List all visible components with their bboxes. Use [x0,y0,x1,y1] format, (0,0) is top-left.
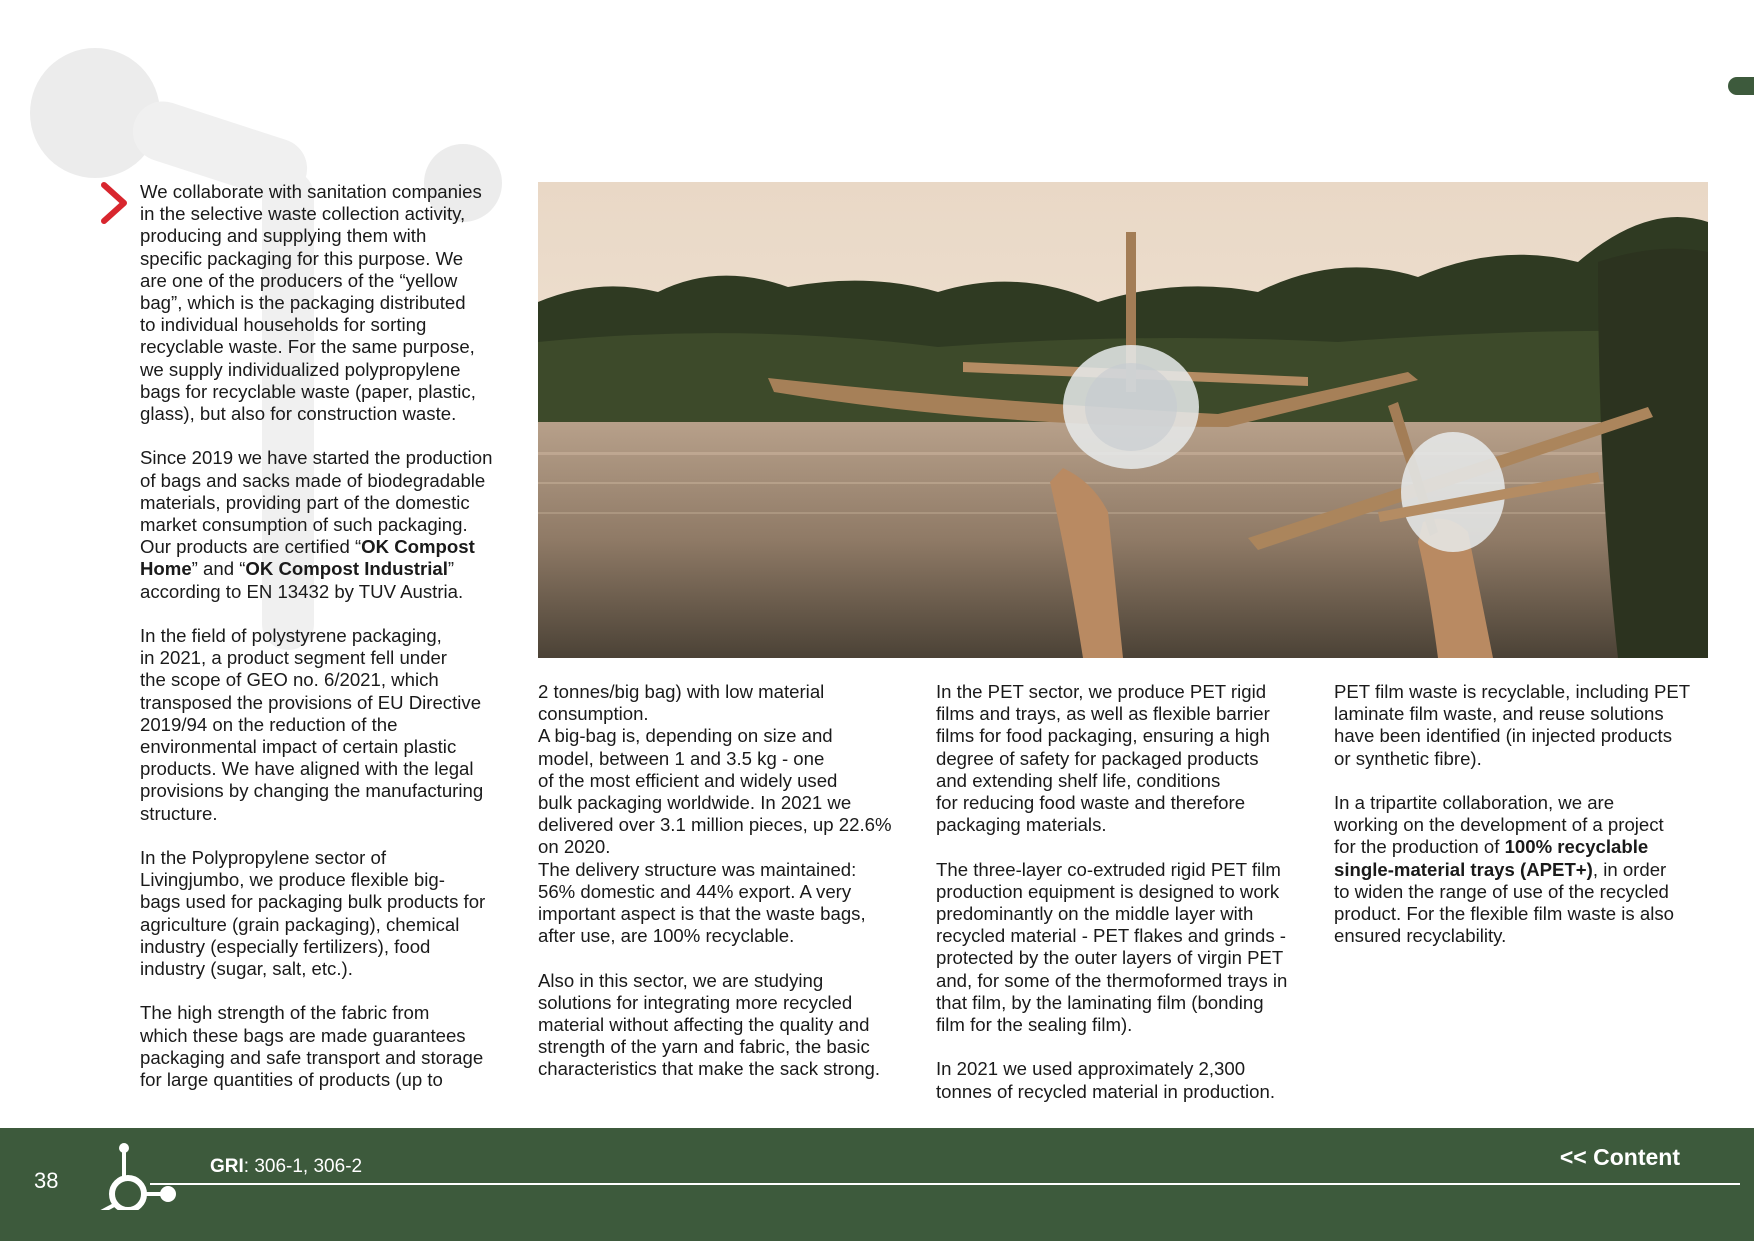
page-edge-tab [1728,77,1754,95]
paragraph: The high strength of the fabric from which these bags are made guarantees packaging and safe transport and storage for large quantities of products (up to [140,1002,484,1091]
text-run: , in order to widen the range of use of the recycled product. For the flexible film waste is also ensured recyclability. [1334,858,1674,947]
footer-bar [0,1128,1754,1241]
photo-cardboard-planes [538,182,1708,658]
text-run: ” according to EN 13432 by TUV Austria. [140,558,464,602]
paragraph: In 2021 we used approximately 2,300 tonnes of recycled material in production. [936,1058,1275,1102]
bold-run: OK Compost Home [140,536,475,580]
content-link[interactable]: << Content [1559,1144,1680,1170]
molecule-logo-icon [76,1138,186,1210]
gri-codes: : 306-1, 306-2 [243,1156,363,1177]
paragraph: In the field of polystyrene packaging, in 2021, a product segment fell under the scope of GEO no. 6/2021, which transposed the provisions of EU Directive 2019/94 on the reduction of the environmental impact of certain plastic products. We have aligned with the legal provisions by changing the manufacturing structure. [140,625,484,824]
footer-divider [150,1183,1740,1185]
gri-label: GRI [210,1156,244,1177]
text-column-1 [140,181,520,1113]
text-column-3 [936,681,1316,1125]
paragraph: We collaborate with sanitation companies in the selective waste collection activity, producing and supplying them with specific packaging for this purpose. We are one of the producers of the “yellow bag”, which is the packaging distributed to individual households for sorting recyclable waste. For the same purpose, we supply individualized polypropylene bags for recyclable waste (paper, plastic, glass), but also for construction waste. [140,181,482,425]
chevron-right-icon [96,181,134,225]
paragraph-certification [140,447,520,602]
text-run: ” and “ [191,558,246,580]
paragraph: A big-bag is, depending on size and model, between 1 and 3.5 kg - one of the most efficient and widely used bulk packaging worldwide. In 2021 we delivered over 3.1 million pieces, up 22.6% on 2020. [538,725,892,858]
paragraph: The delivery structure was maintained: 56% domestic and 44% export. A very important aspect is that the waste bags, after use, are 100% recyclable. [538,858,866,947]
paragraph: PET film waste is recyclable, including PET laminate film waste, and reuse solutions have been identified (in injected products or synthetic fibre). [1334,681,1691,769]
text-run: Since 2019 we have started the production of bags and sacks made of biodegradable materials, providing part of the domestic market consumption of such packaging. Our products are certified “ [140,447,493,558]
gri-reference [210,1156,362,1178]
page-number: 38 [34,1168,59,1193]
paragraph-tripartite [1334,792,1714,947]
paragraph: 2 tonnes/big bag) with low material consumption. [538,681,825,725]
paragraph: Also in this sector, we are studying solutions for integrating more recycled material without affecting the quality and strength of the yarn and fabric, the basic characteristics that make the sack strong. [538,969,881,1080]
paragraph: In the PET sector, we produce PET rigid films and trays, as well as flexible barrier films for food packaging, ensuring a high degree of safety for packaged products and extending shelf life, conditions for reducing food waste and therefore packaging materials. [936,681,1270,836]
text-column-4 [1334,681,1714,970]
text-run: In a tripartite collaboration, we are working on the development of a project for the production of [1334,792,1664,858]
text-column-2 [538,681,918,1103]
bold-run: OK Compost Industrial [245,558,448,580]
paragraph: In the Polypropylene sector of Livingjumbo, we produce flexible big- bags used for packaging bulk products for agriculture (grain packaging), chemical industry (especially fertilizers), food industry (sugar, salt, etc.). [140,847,486,980]
paragraph: The three-layer co-extruded rigid PET film production equipment is designed to work predominantly on the middle layer with recycled material - PET flakes and grinds - protected by the outer layers of virgin PET and, for some of the thermoformed trays in that film, by the laminating film (bonding film for the sealing film). [936,858,1288,1036]
bold-run: 100% recyclable single-material trays (APET+) [1334,836,1649,880]
